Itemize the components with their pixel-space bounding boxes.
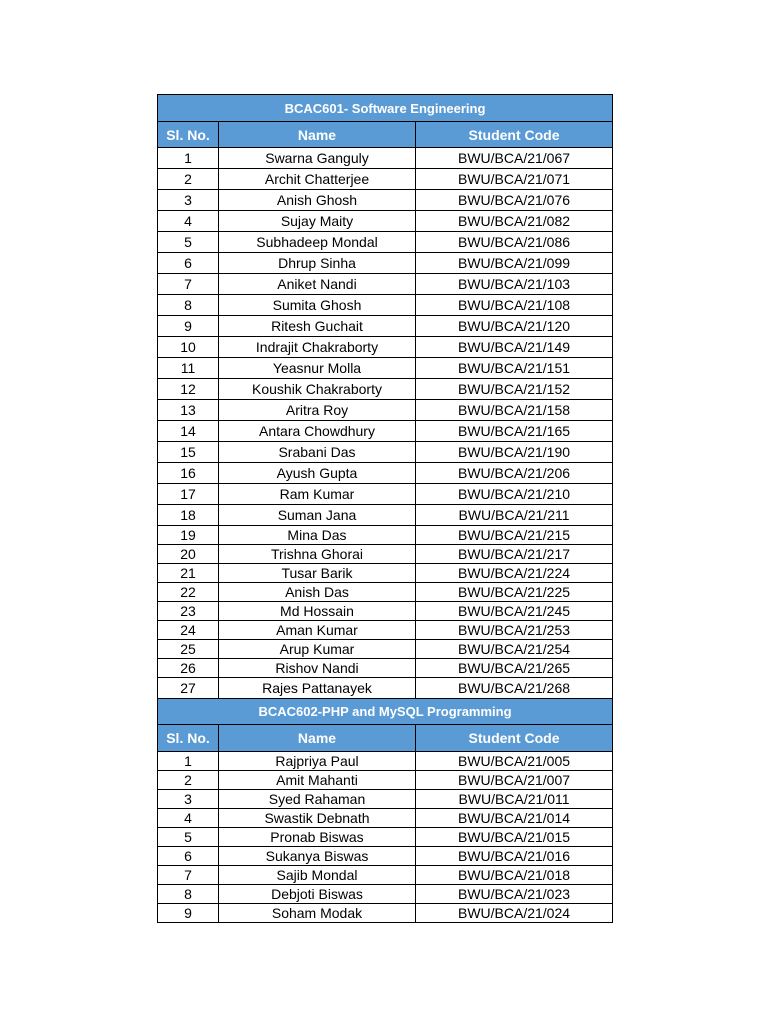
header-name: Name — [219, 725, 416, 752]
cell-sl-no: 3 — [158, 790, 219, 809]
table-row — [158, 790, 613, 809]
cell-student-name: Indrajit Chakraborty — [219, 337, 416, 358]
table-row — [158, 337, 613, 358]
table-row — [158, 421, 613, 442]
cell-student-code: BWU/BCA/21/024 — [416, 904, 613, 923]
cell-student-code: BWU/BCA/21/005 — [416, 752, 613, 771]
table-row — [158, 169, 613, 190]
table-row — [158, 442, 613, 463]
cell-student-name: Tusar Barik — [219, 564, 416, 583]
cell-student-name: Anish Das — [219, 583, 416, 602]
cell-student-code: BWU/BCA/21/011 — [416, 790, 613, 809]
table-row — [158, 232, 613, 253]
cell-student-name: Mina Das — [219, 526, 416, 545]
column-header-row — [158, 725, 613, 752]
table-row — [158, 809, 613, 828]
cell-student-name: Aritra Roy — [219, 400, 416, 421]
cell-sl-no: 20 — [158, 545, 219, 564]
table-row — [158, 379, 613, 400]
table-row — [158, 678, 613, 699]
cell-sl-no: 12 — [158, 379, 219, 400]
cell-sl-no: 8 — [158, 885, 219, 904]
cell-student-name: Aman Kumar — [219, 621, 416, 640]
header-name: Name — [219, 122, 416, 148]
cell-student-name: Ritesh Guchait — [219, 316, 416, 337]
cell-student-code: BWU/BCA/21/253 — [416, 621, 613, 640]
cell-student-name: Sujay Maity — [219, 211, 416, 232]
cell-student-name: Srabani Das — [219, 442, 416, 463]
course-roster-sheet — [157, 94, 612, 923]
cell-student-code: BWU/BCA/21/076 — [416, 190, 613, 211]
cell-student-code: BWU/BCA/21/103 — [416, 274, 613, 295]
table-row — [158, 885, 613, 904]
header-student-code: Student Code — [416, 122, 613, 148]
cell-student-name: Suman Jana — [219, 505, 416, 526]
cell-sl-no: 27 — [158, 678, 219, 699]
cell-student-name: Subhadeep Mondal — [219, 232, 416, 253]
cell-student-code: BWU/BCA/21/014 — [416, 809, 613, 828]
cell-student-name: Yeasnur Molla — [219, 358, 416, 379]
course-title-row — [158, 699, 613, 725]
cell-sl-no: 9 — [158, 316, 219, 337]
table-row — [158, 253, 613, 274]
cell-student-name: Ram Kumar — [219, 484, 416, 505]
cell-student-name: Sukanya Biswas — [219, 847, 416, 866]
table-row — [158, 211, 613, 232]
cell-sl-no: 6 — [158, 253, 219, 274]
cell-student-name: Dhrup Sinha — [219, 253, 416, 274]
cell-student-code: BWU/BCA/21/099 — [416, 253, 613, 274]
cell-student-code: BWU/BCA/21/245 — [416, 602, 613, 621]
cell-student-name: Ayush Gupta — [219, 463, 416, 484]
cell-sl-no: 8 — [158, 295, 219, 316]
header-sl-no: Sl. No. — [158, 122, 219, 148]
cell-sl-no: 6 — [158, 847, 219, 866]
column-header-row — [158, 122, 613, 148]
table-row — [158, 602, 613, 621]
table-row — [158, 484, 613, 505]
cell-student-name: Pronab Biswas — [219, 828, 416, 847]
cell-student-code: BWU/BCA/21/018 — [416, 866, 613, 885]
cell-sl-no: 15 — [158, 442, 219, 463]
cell-sl-no: 22 — [158, 583, 219, 602]
cell-student-code: BWU/BCA/21/211 — [416, 505, 613, 526]
cell-sl-no: 7 — [158, 866, 219, 885]
table-row — [158, 564, 613, 583]
table-row — [158, 621, 613, 640]
cell-student-code: BWU/BCA/21/015 — [416, 828, 613, 847]
cell-student-code: BWU/BCA/21/023 — [416, 885, 613, 904]
table-row — [158, 148, 613, 169]
table-row — [158, 295, 613, 316]
header-student-code: Student Code — [416, 725, 613, 752]
cell-student-code: BWU/BCA/21/067 — [416, 148, 613, 169]
cell-sl-no: 17 — [158, 484, 219, 505]
cell-student-name: Rajpriya Paul — [219, 752, 416, 771]
cell-student-name: Sajib Mondal — [219, 866, 416, 885]
cell-sl-no: 4 — [158, 211, 219, 232]
cell-student-name: Swastik Debnath — [219, 809, 416, 828]
cell-sl-no: 11 — [158, 358, 219, 379]
table-row — [158, 659, 613, 678]
cell-student-name: Sumita Ghosh — [219, 295, 416, 316]
table-row — [158, 640, 613, 659]
cell-sl-no: 10 — [158, 337, 219, 358]
cell-student-code: BWU/BCA/21/165 — [416, 421, 613, 442]
cell-student-code: BWU/BCA/21/268 — [416, 678, 613, 699]
course-title-row — [158, 95, 613, 122]
cell-student-code: BWU/BCA/21/217 — [416, 545, 613, 564]
cell-sl-no: 7 — [158, 274, 219, 295]
cell-student-code: BWU/BCA/21/265 — [416, 659, 613, 678]
cell-student-name: Antara Chowdhury — [219, 421, 416, 442]
cell-student-name: Debjoti Biswas — [219, 885, 416, 904]
cell-student-code: BWU/BCA/21/225 — [416, 583, 613, 602]
cell-sl-no: 16 — [158, 463, 219, 484]
cell-student-name: Rajes Pattanayek — [219, 678, 416, 699]
cell-sl-no: 13 — [158, 400, 219, 421]
cell-student-name: Koushik Chakraborty — [219, 379, 416, 400]
roster-body — [158, 95, 613, 923]
cell-student-code: BWU/BCA/21/086 — [416, 232, 613, 253]
cell-sl-no: 26 — [158, 659, 219, 678]
table-row — [158, 866, 613, 885]
course-title: BCAC602-PHP and MySQL Programming — [158, 699, 613, 725]
cell-student-code: BWU/BCA/21/254 — [416, 640, 613, 659]
cell-student-code: BWU/BCA/21/210 — [416, 484, 613, 505]
cell-student-name: Md Hossain — [219, 602, 416, 621]
cell-student-code: BWU/BCA/21/108 — [416, 295, 613, 316]
cell-student-code: BWU/BCA/21/149 — [416, 337, 613, 358]
table-row — [158, 316, 613, 337]
table-row — [158, 400, 613, 421]
cell-student-name: Rishov Nandi — [219, 659, 416, 678]
cell-sl-no: 4 — [158, 809, 219, 828]
table-row — [158, 190, 613, 211]
header-sl-no: Sl. No. — [158, 725, 219, 752]
cell-sl-no: 9 — [158, 904, 219, 923]
table-row — [158, 828, 613, 847]
cell-student-code: BWU/BCA/21/082 — [416, 211, 613, 232]
table-row — [158, 505, 613, 526]
cell-sl-no: 1 — [158, 752, 219, 771]
table-row — [158, 904, 613, 923]
cell-student-name: Anish Ghosh — [219, 190, 416, 211]
cell-sl-no: 14 — [158, 421, 219, 442]
cell-sl-no: 24 — [158, 621, 219, 640]
cell-student-code: BWU/BCA/21/158 — [416, 400, 613, 421]
cell-student-code: BWU/BCA/21/016 — [416, 847, 613, 866]
cell-sl-no: 25 — [158, 640, 219, 659]
cell-sl-no: 19 — [158, 526, 219, 545]
cell-sl-no: 5 — [158, 828, 219, 847]
course-title: BCAC601- Software Engineering — [158, 95, 613, 122]
cell-student-code: BWU/BCA/21/215 — [416, 526, 613, 545]
table-row — [158, 463, 613, 484]
cell-sl-no: 5 — [158, 232, 219, 253]
cell-student-code: BWU/BCA/21/007 — [416, 771, 613, 790]
table-row — [158, 526, 613, 545]
cell-sl-no: 2 — [158, 169, 219, 190]
cell-student-code: BWU/BCA/21/224 — [416, 564, 613, 583]
cell-student-name: Trishna Ghorai — [219, 545, 416, 564]
cell-student-name: Syed Rahaman — [219, 790, 416, 809]
table-row — [158, 545, 613, 564]
cell-sl-no: 2 — [158, 771, 219, 790]
table-row — [158, 847, 613, 866]
cell-student-name: Swarna Ganguly — [219, 148, 416, 169]
roster-table — [157, 94, 613, 923]
cell-student-code: BWU/BCA/21/152 — [416, 379, 613, 400]
cell-student-code: BWU/BCA/21/151 — [416, 358, 613, 379]
cell-sl-no: 18 — [158, 505, 219, 526]
table-row — [158, 274, 613, 295]
cell-sl-no: 21 — [158, 564, 219, 583]
cell-sl-no: 23 — [158, 602, 219, 621]
cell-student-code: BWU/BCA/21/206 — [416, 463, 613, 484]
cell-student-name: Aniket Nandi — [219, 274, 416, 295]
table-row — [158, 583, 613, 602]
cell-student-name: Soham Modak — [219, 904, 416, 923]
cell-student-name: Archit Chatterjee — [219, 169, 416, 190]
cell-student-code: BWU/BCA/21/071 — [416, 169, 613, 190]
cell-student-name: Arup Kumar — [219, 640, 416, 659]
cell-student-code: BWU/BCA/21/190 — [416, 442, 613, 463]
cell-sl-no: 3 — [158, 190, 219, 211]
cell-student-code: BWU/BCA/21/120 — [416, 316, 613, 337]
table-row — [158, 752, 613, 771]
table-row — [158, 358, 613, 379]
cell-student-name: Amit Mahanti — [219, 771, 416, 790]
table-row — [158, 771, 613, 790]
cell-sl-no: 1 — [158, 148, 219, 169]
